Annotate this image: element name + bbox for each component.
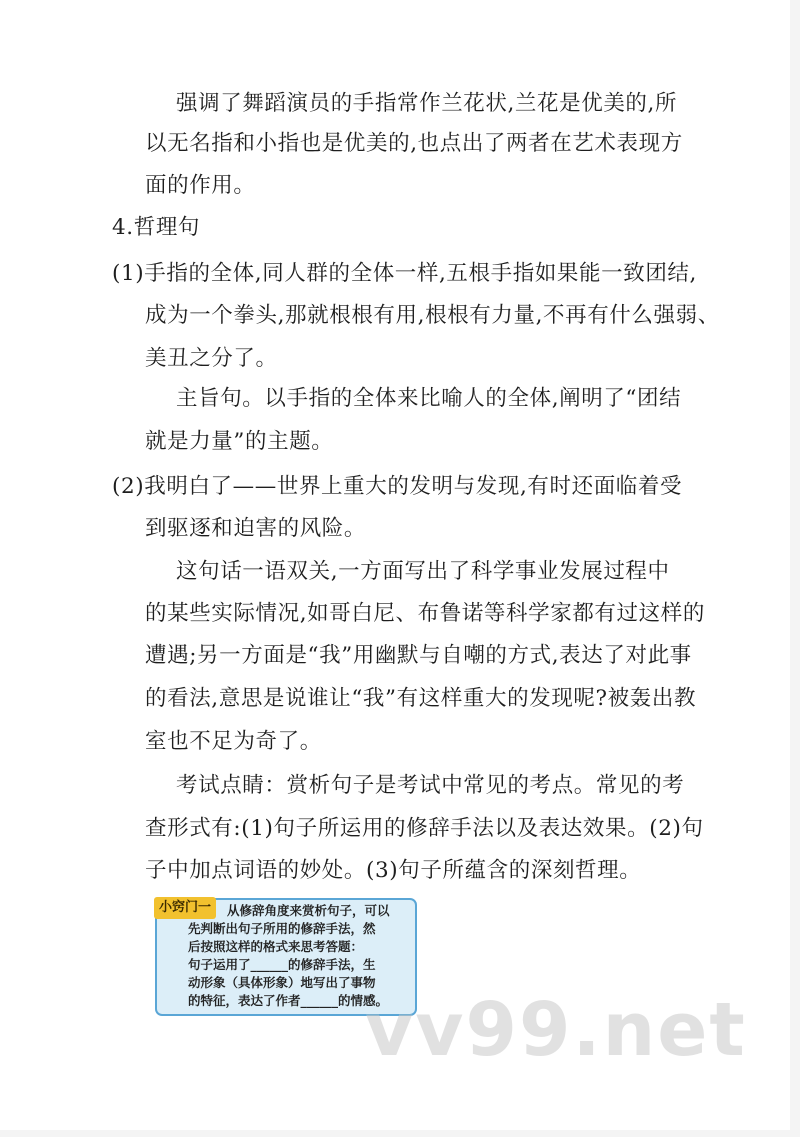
text-line: 室也不足为奇了。 [145,729,322,754]
text-line: 强调了舞蹈演员的手指常作兰花状,兰花是优美的,所 [176,91,678,116]
tip-line: 从修辞角度来赏析句子，可以 [227,903,390,918]
text-line: 查形式有:(1)句子所运用的修辞手法以及表达效果。(2)句 [145,816,704,841]
text-line: 考试点睛：赏析句子是考试中常见的考点。常见的考 [176,773,685,798]
watermark: vv99.net [365,987,747,1073]
text-line: 这句话一语双关,一方面写出了科学事业发展过程中 [176,559,670,584]
text-line: 的某些实际情况,如哥白尼、布鲁诺等科学家都有过这样的 [145,601,705,626]
tip-label: 小窍门一 [154,897,216,919]
text-line: 到驱逐和迫害的风险。 [145,516,367,541]
text-line: (2)我明白了——世界上重大的发明与发现,有时还面临着受 [112,474,683,499]
text-line: 主旨句。以手指的全体来比喻人的全体,阐明了“团结 [176,386,682,411]
tip-line: 的特征，表达了作者______的情感。 [188,993,389,1008]
text-line: 遭遇;另一方面是“我”用幽默与自嘲的方式,表达了对此事 [145,643,692,668]
text-line: 子中加点词语的妙处。(3)句子所蕴含的深刻哲理。 [145,858,642,883]
text-line: 美丑之分了。 [145,346,278,371]
section-heading: 4.哲理句 [112,215,201,240]
text-line: 就是力量”的主题。 [145,429,334,454]
text-line: 以无名指和小指也是优美的,也点出了两者在艺术表现方 [145,131,683,156]
tip-line: 句子运用了______的修辞手法，生 [188,957,376,972]
tip-line: 先判断出句子所用的修辞手法，然 [188,921,376,936]
tip-line: 动形象（具体形象）地写出了事物 [188,975,376,990]
text-line: (1)手指的全体,同人群的全体一样,五根手指如果能一致团结, [112,261,697,286]
tip-line: 后按照这样的格式来思考答题： [188,939,364,954]
text-line: 成为一个拳头,那就根根有用,根根有力量,不再有什么强弱、 [145,303,720,328]
text-line: 的看法,意思是说谁让“我”有这样重大的发现呢?被轰出教 [145,686,697,711]
text-line: 面的作用。 [145,173,256,198]
